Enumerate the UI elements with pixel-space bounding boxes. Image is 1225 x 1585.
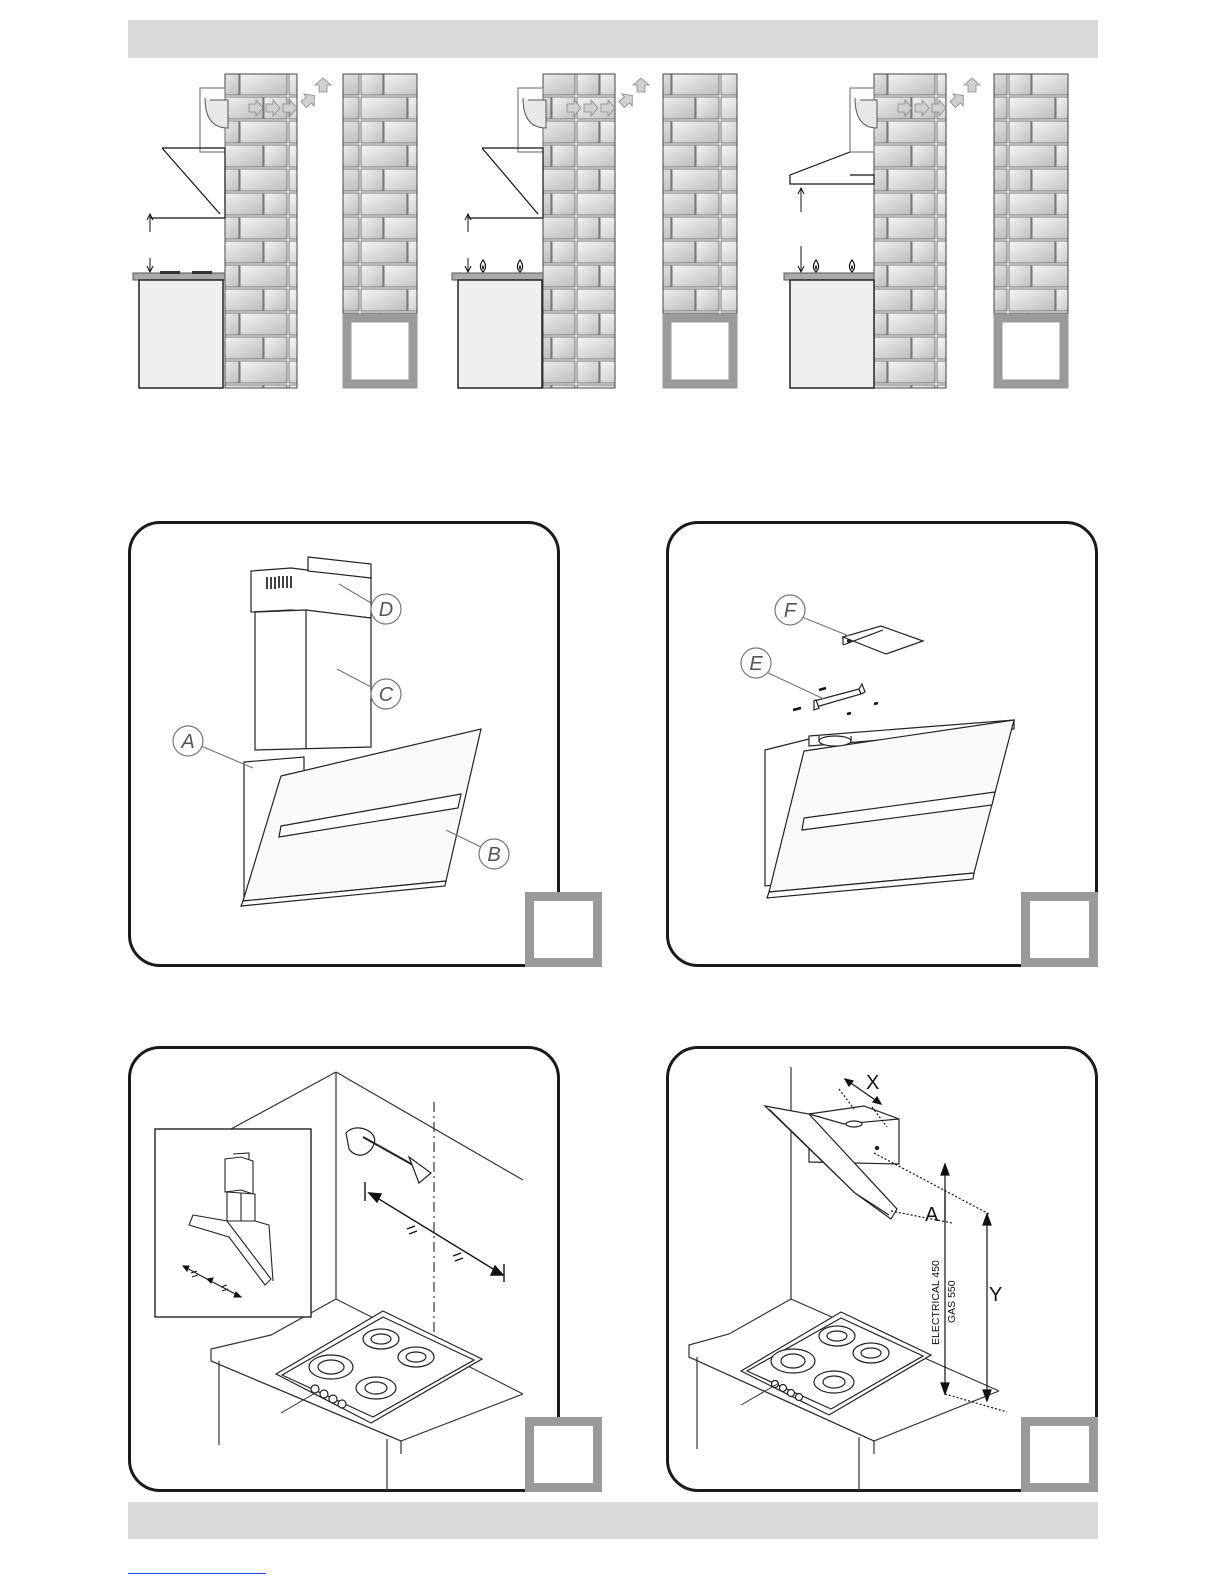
cooktop bbox=[276, 1311, 482, 1423]
hand-pencil-icon bbox=[346, 1128, 431, 1183]
hood-side-view bbox=[765, 1106, 899, 1219]
label-e: E bbox=[749, 653, 763, 675]
figure-number-box-1 bbox=[525, 892, 602, 967]
wall-marking-drawing bbox=[131, 1049, 563, 1495]
label-d: D bbox=[378, 599, 394, 621]
dimension-x-label: X bbox=[866, 1072, 880, 1094]
footer-link-underline bbox=[128, 1573, 266, 1574]
diagram-2 bbox=[452, 74, 737, 388]
dimension-a-label: A bbox=[925, 1204, 939, 1226]
diagram-1 bbox=[133, 74, 417, 388]
figure-number-box-2 bbox=[1021, 892, 1098, 967]
label-f: F bbox=[783, 600, 797, 622]
installation-diagrams bbox=[0, 0, 1225, 420]
figure-number-box-3 bbox=[525, 1417, 602, 1492]
label-b: B bbox=[487, 844, 501, 866]
vent-grille bbox=[267, 576, 291, 589]
panel-parts-overview bbox=[128, 521, 560, 967]
footer-bar bbox=[128, 1502, 1098, 1539]
label-c: C bbox=[378, 684, 394, 706]
dimension-y-label: Y bbox=[989, 1284, 1003, 1306]
gas-height-label: GAS 550 bbox=[946, 1280, 958, 1323]
hood-exploded-view bbox=[131, 524, 563, 970]
cooktop bbox=[741, 1312, 931, 1415]
figure-number-box-4 bbox=[1021, 1417, 1098, 1492]
electrical-height-label: ELECTRICAL 450 bbox=[930, 1260, 942, 1345]
label-a: A bbox=[181, 731, 195, 753]
panel-wall-marking bbox=[128, 1046, 560, 1492]
diagram-3 bbox=[784, 74, 1068, 388]
